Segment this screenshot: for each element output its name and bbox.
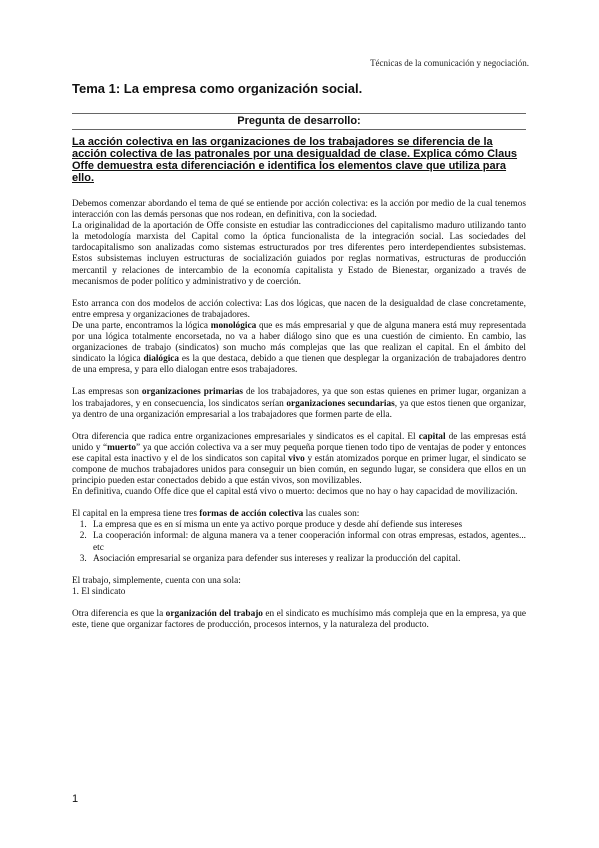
spacer bbox=[72, 288, 526, 299]
running-header: Técnicas de la comunicación y negociación. bbox=[370, 58, 529, 68]
text-run: de los trabajadores, ya que son estas quienes en primer lugar, organizan a los trabajadores, y en consecuencia, los sindicatos serían bbox=[72, 387, 526, 409]
bold-term: formas de acción colectiva bbox=[199, 509, 304, 520]
question-text: La acción colectiva en las organizaciones de los trabajadores se diferencia de la acción colectiva de las patronales por una desigualdad de clase. Explica cómo Claus Offe demuestra esta diferenciación e identifica los elementos clave que utiliza para ello. bbox=[72, 136, 518, 184]
text-run: en el sindicato es muchísimo más compleja que en la empresa, ya que este, tiene que organizar factores de producción, procesos internos, y la naturaleza del producto. bbox=[72, 608, 527, 630]
paragraph-offe: La originalidad de la aportación de Offe consiste en estudiar las contradicciones del capitalismo maduro utilizando tanto la metodología marxista del Capital como la óptica funcionalista de la integración social. Las sociedades del tardocapitalismo son analizadas como sistemas estructurados por tres diferentes pero interdependientes subsistemas. Estos subsistemas incluyen estructuras de socialización guiados por reglas normativas, estructuras de producción mercantil y relaciones de intercambio de la economía capitalista y Estado de Bienestar, organizado a través de mecanismos de poder político y administrativo y de coerción. bbox=[72, 221, 526, 287]
text-run: Otra diferencia que radica entre organizaciones empresariales y sindicatos es el capital. El bbox=[72, 431, 419, 442]
text-run: que es más empresarial y que de alguna manera está muy representada por una lógica totalmente encorsetada, no va a haber diálogo sino que es una cuestión de cimiento. En cambio, las organizaciones de trabajo (sindicatos) son mucho más complejas que las que realizan el capital. En el ámbito del sindicato la lógica bbox=[72, 320, 526, 365]
bold-term: organizaciones secundarias bbox=[286, 398, 395, 409]
page-number: 1 bbox=[72, 793, 79, 805]
paragraph-forms bbox=[72, 509, 526, 520]
bold-term: capital bbox=[418, 431, 446, 442]
paragraph-intro: Debemos comenzar abordando el tema de qué se entiende por acción colectiva: es la acción por medio de la cual tenemos interacción con las demás personas que nos rodean, en definitiva, con la sociedad. bbox=[72, 199, 526, 221]
list-item: 1. La empresa que es en sí misma un ente ya activo porque produce y desde ahí defiende sus intereses bbox=[89, 520, 526, 531]
answer-body bbox=[72, 199, 526, 631]
text-run: Otra diferencia es que la bbox=[72, 608, 166, 619]
bold-term: dialógica bbox=[143, 354, 180, 365]
bold-term: organizaciones primarias bbox=[141, 387, 243, 398]
text-run: ” ya que acción colectiva va a ser muy pequeña porque tienen todo tipo de ventajas de poder y entonces ese capital esta inactivo y el de los sindicatos son capital bbox=[72, 442, 526, 464]
text-run: las cuales son: bbox=[303, 509, 360, 520]
text-run: De una parte, encontramos la lógica bbox=[72, 320, 211, 331]
page-title: Tema 1: La empresa como organización social. bbox=[72, 81, 363, 96]
forms-list bbox=[72, 520, 526, 564]
bold-term: organización del trabajo bbox=[165, 608, 263, 619]
paragraph-logics: Esto arranca con dos modelos de acción colectiva: Las dos lógicas, que nacen de la desigualdad de clase concretamente, entre empresa y organizaciones de trabajadores. bbox=[72, 298, 526, 320]
text-run: es la que destaca, debido a que tienen que desplegar la organización de trabajadores dentro de una empresa, y para ello dialogan entre esos trabajadores. bbox=[72, 354, 526, 376]
spacer bbox=[72, 565, 526, 576]
list-item: 2. La cooperación informal: de alguna manera va a tener cooperación informal con otras empresas, estados, agentes... etc bbox=[89, 531, 526, 553]
bold-term: monológica bbox=[210, 320, 257, 331]
paragraph-union: 1. El sindicato bbox=[72, 586, 126, 597]
text-run: , ya que estos tienen que organizar, ya dentro de una organización empresarial a los trabajadores que formen parte de ella. bbox=[72, 398, 526, 420]
text-run: de las empresas está unido y “ bbox=[72, 431, 526, 453]
divider-top bbox=[72, 113, 526, 114]
section-heading: Pregunta de desarrollo: bbox=[237, 115, 361, 127]
paragraph-organizations bbox=[72, 387, 526, 420]
list-item: 3. Asociación empresarial se organiza para defender sus intereses y realizar la producción del capital. bbox=[89, 554, 526, 565]
spacer bbox=[72, 376, 526, 387]
text-run: y están atomizados porque en primer lugar, el sindicato se compone de muchos trabajadores unidos para conseguir un bien común, en segundo lugar, se considera que ellos en un principio pueden estar conectados debido a que están vivos, son movilizables. bbox=[72, 453, 526, 487]
text-run: El capital en la empresa tiene tres bbox=[72, 509, 200, 520]
paragraph-monologica bbox=[72, 321, 526, 376]
paragraph-organization-work bbox=[72, 609, 526, 631]
spacer bbox=[72, 598, 526, 609]
divider-bottom bbox=[72, 129, 526, 130]
bold-term: vivo bbox=[288, 453, 305, 464]
paragraph-capital bbox=[72, 432, 526, 487]
paragraph-work: El trabajo, simplemente, cuenta con una sola: bbox=[72, 575, 241, 586]
paragraph-conclusion: En definitiva, cuando Offe dice que el capital está vivo o muerto: decimos que no hay o hay capacidad de movilización. bbox=[72, 487, 518, 498]
spacer bbox=[72, 498, 526, 509]
bold-term: muerto bbox=[107, 442, 137, 453]
text-run: Las empresas son bbox=[72, 387, 142, 398]
spacer bbox=[72, 421, 526, 432]
